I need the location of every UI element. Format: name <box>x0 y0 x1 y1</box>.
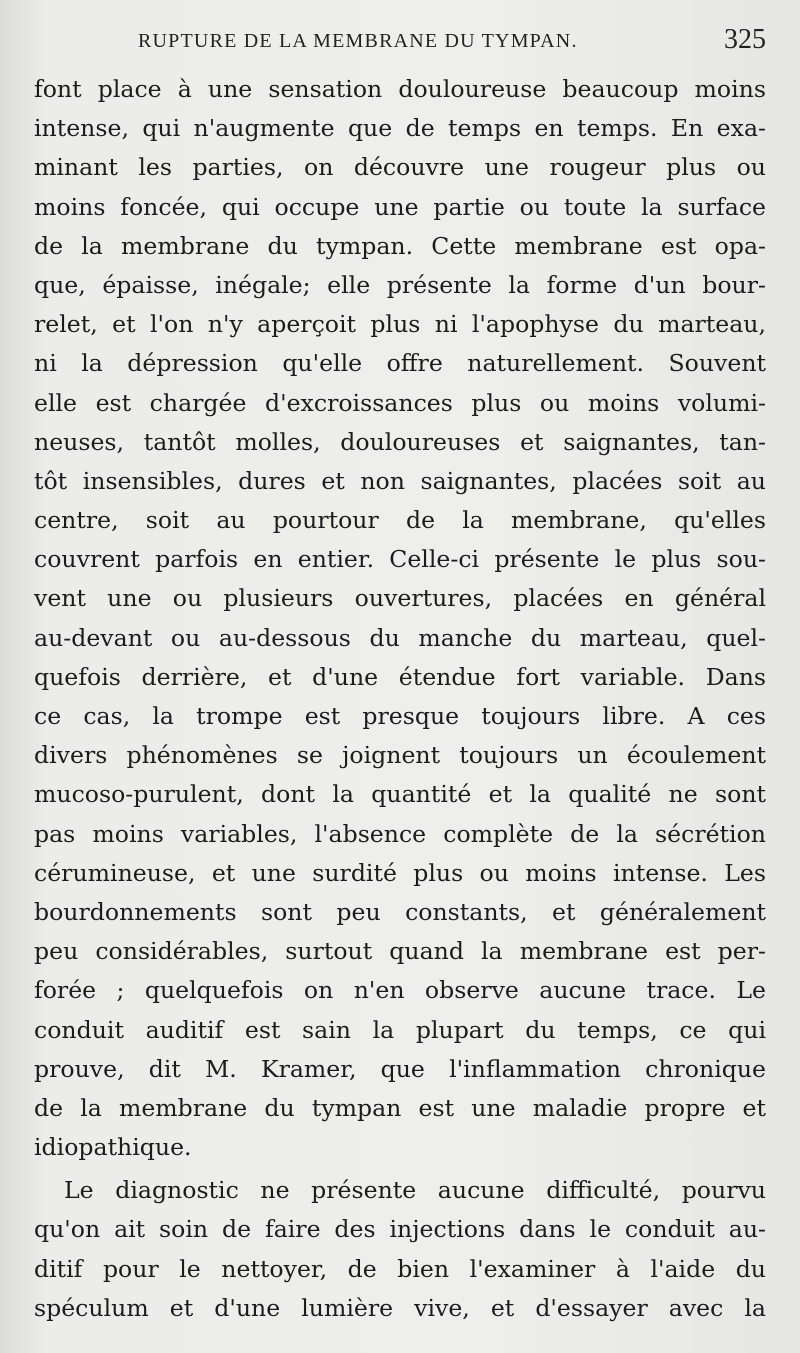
text-line: intense, qui n'augmente que de temps en temps. En exa- <box>34 114 766 143</box>
text-line: cérumineuse, et une surdité plus ou moins intense. Les <box>34 858 766 887</box>
body-text <box>34 70 766 1328</box>
text-line: relet, et l'on n'y aperçoit plus ni l'apophyse du marteau, <box>34 310 766 339</box>
text-line: tôt insensibles, dures et non saignantes, placées soit au <box>34 466 766 495</box>
text-line: divers phénomènes se joignent toujours un écoulement <box>34 741 766 770</box>
text-line: neuses, tantôt molles, douloureuses et saignantes, tan- <box>34 427 766 456</box>
paragraph-1 <box>34 70 766 1167</box>
text-line: forée ; quelquefois on n'en observe aucune trace. Le <box>34 976 766 1005</box>
text-line: centre, soit au pourtour de la membrane, qu'elles <box>34 506 766 535</box>
text-line: font place à une sensation douloureuse beaucoup moins <box>34 75 766 103</box>
text-line: qu'on ait soin de faire des injections dans le conduit au- <box>34 1215 766 1244</box>
text-line: peu considérables, surtout quand la membrane est per- <box>34 937 766 966</box>
text-line: quefois derrière, et d'une étendue fort variable. Dans <box>34 662 766 691</box>
text-line: bourdonnements sont peu constants, et généralement <box>34 897 766 926</box>
text-line: vent une ou plusieurs ouvertures, placées en général <box>34 584 766 613</box>
text-line: spéculum et d'une lumière vive, et d'essayer avec la <box>34 1293 766 1322</box>
text-line: idiopathique. <box>34 1133 192 1162</box>
text-line: mucoso-purulent, dont la quantité et la qualité ne sont <box>34 780 766 809</box>
page-number: 325 <box>724 24 766 55</box>
text-line: de la membrane du tympan est une maladie propre et <box>34 1093 766 1122</box>
running-title: RUPTURE DE LA MEMBRANE DU TYMPAN. <box>138 30 578 52</box>
text-line: ni la dépression qu'elle offre naturellement. Souvent <box>34 349 766 378</box>
text-line: elle est chargée d'excroissances plus ou moins volumi- <box>34 388 766 417</box>
text-line: que, épaisse, inégale; elle présente la forme d'un bour- <box>34 270 766 299</box>
running-head <box>34 22 766 62</box>
text-line: ditif pour le nettoyer, de bien l'examiner à l'aide du <box>34 1254 766 1283</box>
text-line: pas moins variables, l'absence complète de la sécrétion <box>34 819 766 848</box>
text-line: au-devant ou au-dessous du manche du marteau, quel- <box>34 623 766 652</box>
text-line: couvrent parfois en entier. Celle-ci présente le plus sou- <box>34 545 766 574</box>
text-line: minant les parties, on découvre une rougeur plus ou <box>34 153 766 182</box>
text-line: prouve, dit M. Kramer, que l'inflammation chronique <box>34 1054 766 1083</box>
text-line: conduit auditif est sain la plupart du temps, ce qui <box>34 1015 766 1044</box>
text-line: moins foncée, qui occupe une partie ou toute la surface <box>34 192 766 221</box>
text-line: Le diagnostic ne présente aucune difficulté, pourvu <box>64 1176 766 1205</box>
text-line: de la membrane du tympan. Cette membrane est opa- <box>34 231 766 260</box>
text-line: ce cas, la trompe est presque toujours libre. A ces <box>34 702 766 730</box>
paragraph-2 <box>34 1171 766 1328</box>
